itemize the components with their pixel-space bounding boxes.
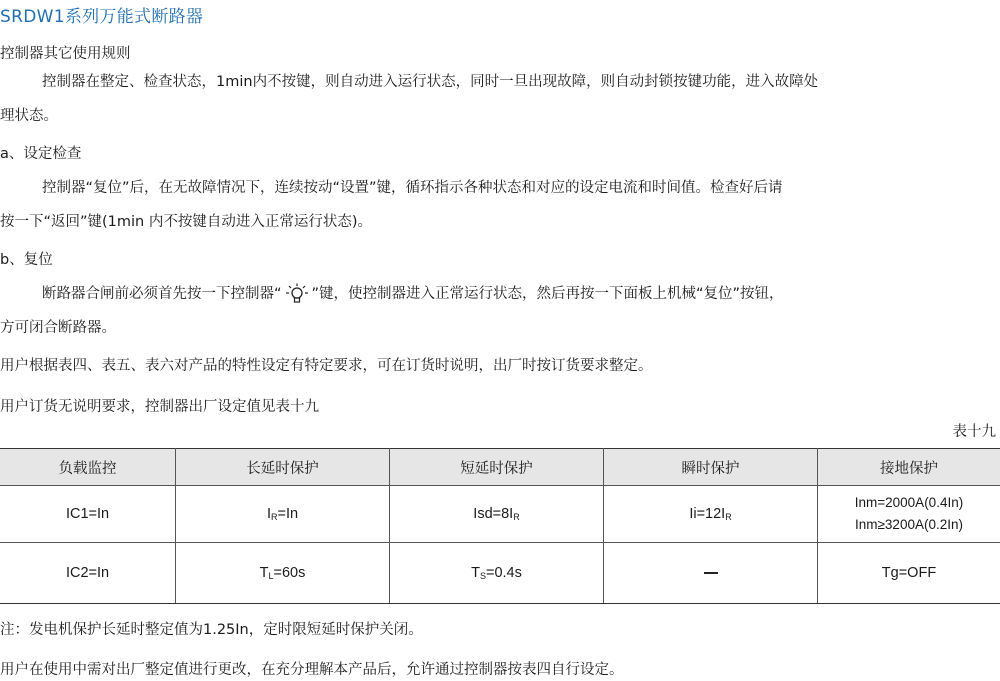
paragraph-1-line-2: 理状态。 — [0, 108, 58, 124]
user-requirement-line-1: 用户根据表四、表五、表六对产品的特性设定有特定要求，可在订货时说明，出厂时按订货要求整定。 — [0, 358, 653, 374]
header-long-delay: 长延时保护 — [176, 449, 390, 486]
cell-ground-current: Inm=2000A(0.4In) Inm≥3200A(0.2In) — [818, 486, 1000, 543]
header-ground-fault: 接地保护 — [818, 449, 1000, 486]
paragraph-b-text-pre: 断路器合闸前必须首先按一下控制器“ — [42, 286, 282, 302]
header-short-delay: 短延时保护 — [390, 449, 604, 486]
light-bulb-icon — [284, 283, 310, 305]
section-heading: 控制器其它使用规则 — [0, 46, 131, 62]
cell-ic1: IC1=In — [0, 486, 176, 543]
page-title: SRDW1系列万能式断路器 — [0, 7, 204, 27]
cell-instantaneous-current: $Ii=12I_R$ — [604, 486, 818, 543]
cell-short-delay-current: $Isd=8I_R$ — [390, 486, 604, 543]
paragraph-a-line-1: 控制器“复位”后，在无故障情况下，连续按动“设置”键，循环指示各种状态和对应的设定电流和时间值。检查好后请 — [42, 180, 783, 196]
header-load-monitoring: 负载监控 — [0, 449, 176, 486]
cell-long-delay-current: $I_R=In$ — [176, 486, 390, 543]
table-caption: 表十九 — [952, 424, 996, 440]
heading-a: a、设定检查 — [0, 146, 82, 162]
heading-b: b、复位 — [0, 252, 53, 268]
table-row — [0, 486, 1000, 543]
user-requirement-line-2: 用户订货无说明要求，控制器出厂设定值见表十九 — [0, 399, 319, 415]
paragraph-1-line-1: 控制器在整定、检查状态，1min内不按键，则自动进入运行状态，同时一旦出现故障，则自动封锁按键功能，进入故障处 — [42, 74, 819, 90]
table-note: 注：发电机保护长延时整定值为1.25In，定时限短延时保护关闭。 — [0, 622, 423, 638]
dash-mark — [704, 572, 718, 574]
header-instantaneous: 瞬时保护 — [604, 449, 818, 486]
final-line: 用户在使用中需对出厂整定值进行更改，在充分理解本产品后，允许通过控制器按表四自行设定。 — [0, 662, 624, 678]
cell-long-delay-time: $T_L=60s$ — [176, 543, 390, 604]
paragraph-b-line-2: 方可闭合断路器。 — [0, 320, 116, 336]
cell-short-delay-time: $T_S=0.4s$ — [390, 543, 604, 604]
table-row — [0, 543, 1000, 604]
cell-ground-time: Tg=OFF — [818, 543, 1000, 604]
cell-instantaneous-time — [604, 543, 818, 604]
settings-table — [0, 448, 1000, 604]
paragraph-a-line-2: 按一下“返回”键(1min 内不按键自动进入正常运行状态)。 — [0, 214, 373, 230]
paragraph-b-line-1 — [42, 283, 784, 305]
cell-ic2: IC2=In — [0, 543, 176, 604]
paragraph-b-text-post: ”键，使控制器进入正常运行状态，然后再按一下面板上机械“复位”按钮， — [311, 286, 784, 302]
table-header-row — [0, 449, 1000, 486]
